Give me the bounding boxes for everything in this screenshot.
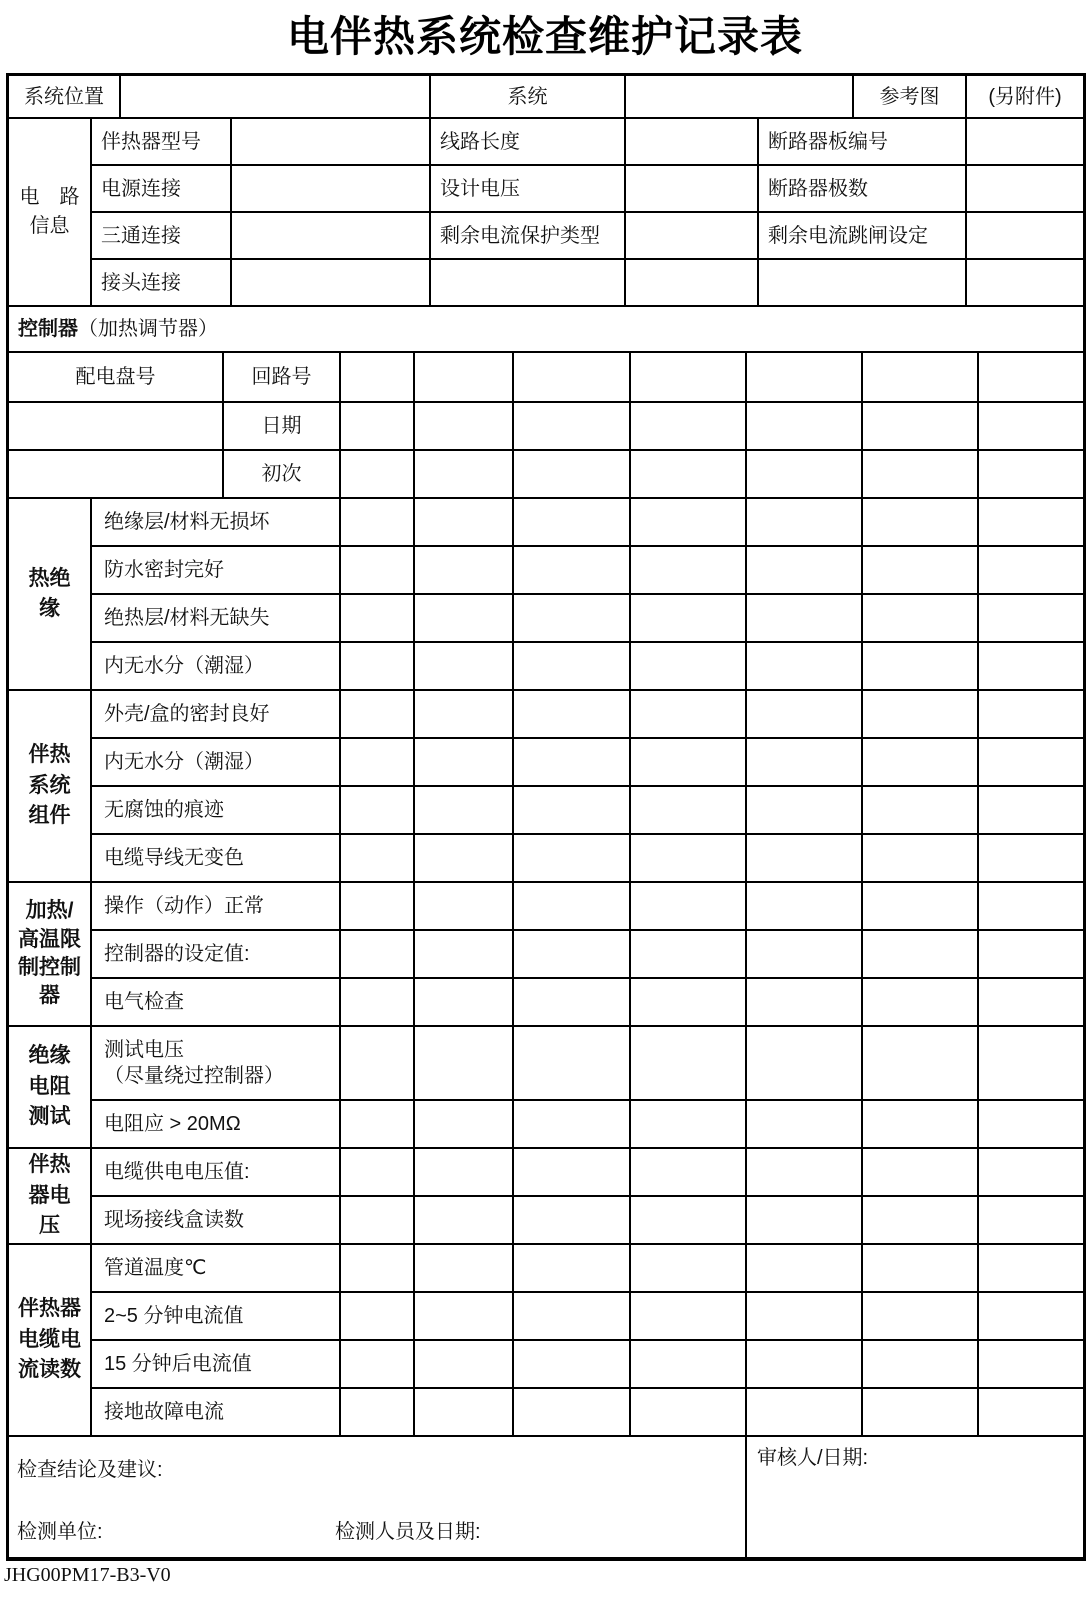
check-entry-cell (415, 1027, 514, 1101)
date-entry-cell (514, 403, 631, 451)
check-entry-cell (415, 1149, 514, 1197)
check-item-label: 现场接线盒读数 (92, 1197, 341, 1245)
date-entry-cell (341, 403, 415, 451)
check-entry-cell (514, 1197, 631, 1245)
header-row (9, 76, 1083, 119)
residual-current-type-entry-cell (626, 213, 759, 260)
limit-controller-section (9, 883, 1083, 1027)
check-entry-cell (341, 1149, 415, 1197)
controller-banner-row (9, 307, 1083, 353)
check-entry-cell (631, 931, 747, 979)
check-entry-cell (341, 979, 415, 1027)
check-entry-cell (979, 595, 1083, 643)
check-item-label: 操作（动作）正常 (92, 883, 341, 931)
check-entry-cell (631, 883, 747, 931)
check-entry-cell (979, 1197, 1083, 1245)
joint-connection-entry-cell (232, 260, 431, 307)
check-entry-cell (747, 931, 863, 979)
check-entry-cell (747, 1389, 863, 1437)
check-entry-cell (747, 595, 863, 643)
check-entry-cell (631, 979, 747, 1027)
initial-entry-cell (341, 451, 415, 499)
date-entry-cell (631, 403, 747, 451)
check-entry-cell (514, 787, 631, 835)
check-entry-cell (631, 691, 747, 739)
check-entry-cell (514, 643, 631, 691)
check-entry-cell (631, 499, 747, 547)
check-entry-cell (415, 547, 514, 595)
check-entry-cell (863, 883, 979, 931)
conclusion-cell (9, 1437, 747, 1557)
check-entry-cell (631, 1149, 747, 1197)
check-entry-cell (514, 547, 631, 595)
empty-entry-cell (626, 260, 759, 307)
design-voltage-label: 设计电压 (431, 166, 626, 213)
system-components-section-label: 伴热 系统 组件 (9, 691, 92, 883)
check-entry-cell (979, 1341, 1083, 1389)
check-entry-cell (341, 643, 415, 691)
power-connection-entry-cell (232, 166, 431, 213)
panel-no-label: 配电盘号 (9, 353, 224, 403)
empty-label-cell (759, 260, 967, 307)
check-entry-cell (747, 835, 863, 883)
check-entry-cell (863, 979, 979, 1027)
date-entry-cell (863, 403, 979, 451)
check-entry-cell (341, 1293, 415, 1341)
system-location-label: 系统位置 (9, 76, 121, 119)
check-entry-cell (863, 787, 979, 835)
breaker-poles-label: 断路器极数 (759, 166, 967, 213)
check-entry-cell (747, 1245, 863, 1293)
check-item-label: 2~5 分钟电流值 (92, 1293, 341, 1341)
initial-entry-cell (631, 451, 747, 499)
check-entry-cell (863, 1101, 979, 1149)
check-entry-cell (863, 739, 979, 787)
check-entry-cell (514, 499, 631, 547)
check-entry-cell (341, 1027, 415, 1101)
residual-current-trip-entry-cell (967, 213, 1083, 260)
reference-drawing-label: 参考图 (854, 76, 967, 119)
check-entry-cell (747, 1149, 863, 1197)
breaker-panel-no-entry-cell (967, 119, 1083, 166)
loop-entry-cell (863, 353, 979, 403)
check-entry-cell (631, 1027, 747, 1101)
check-item-label: 电缆供电电压值: (92, 1149, 341, 1197)
check-entry-cell (631, 739, 747, 787)
check-entry-cell (514, 1245, 631, 1293)
initial-entry-cell (979, 451, 1083, 499)
page-title: 电伴热系统检查维护记录表 (286, 13, 803, 60)
check-entry-cell (514, 1027, 631, 1101)
check-entry-cell (341, 883, 415, 931)
record-table (6, 73, 1086, 1561)
check-entry-cell (415, 1101, 514, 1149)
panel-empty-cell (9, 451, 224, 499)
loop-entry-cell (631, 353, 747, 403)
check-entry-cell (863, 691, 979, 739)
check-entry-cell (979, 1101, 1083, 1149)
check-entry-cell (863, 835, 979, 883)
check-item-label: 绝热层/材料无缺失 (92, 595, 341, 643)
check-entry-cell (631, 1389, 747, 1437)
check-entry-cell (979, 1149, 1083, 1197)
empty-label-cell (431, 260, 626, 307)
check-entry-cell (863, 1245, 979, 1293)
check-entry-cell (514, 1389, 631, 1437)
joint-connection-label: 接头连接 (92, 260, 232, 307)
thermal-insulation-section-label: 热绝 缘 (9, 499, 92, 691)
check-entry-cell (341, 787, 415, 835)
tee-connection-entry-cell (232, 213, 431, 260)
check-entry-cell (514, 979, 631, 1027)
check-entry-cell (415, 787, 514, 835)
date-entry-cell (747, 403, 863, 451)
date-entry-cell (415, 403, 514, 451)
check-entry-cell (341, 595, 415, 643)
check-entry-cell (514, 739, 631, 787)
check-entry-cell (863, 1197, 979, 1245)
check-entry-cell (979, 1027, 1083, 1101)
check-entry-cell (979, 1389, 1083, 1437)
heater-model-entry-cell (232, 119, 431, 166)
inspector-date-label: 检测人员及日期: (335, 1521, 481, 1543)
conclusion-block (9, 1437, 1083, 1557)
check-entry-cell (863, 1149, 979, 1197)
check-item-label: 接地故障电流 (92, 1389, 341, 1437)
check-entry-cell (341, 835, 415, 883)
check-item-label: 外壳/盒的密封良好 (92, 691, 341, 739)
power-connection-label: 电源连接 (92, 166, 232, 213)
current-readings-section-label: 伴热器 电缆电 流读数 (9, 1245, 92, 1437)
loop-entry-cell (514, 353, 631, 403)
design-voltage-entry-cell (626, 166, 759, 213)
check-entry-cell (514, 1341, 631, 1389)
check-item-label: 内无水分（潮湿） (92, 643, 341, 691)
check-entry-cell (514, 883, 631, 931)
check-entry-cell (863, 595, 979, 643)
check-entry-cell (631, 595, 747, 643)
check-entry-cell (979, 739, 1083, 787)
panel-empty-cell (9, 403, 224, 451)
check-entry-cell (979, 883, 1083, 931)
check-entry-cell (514, 595, 631, 643)
check-entry-cell (979, 547, 1083, 595)
check-entry-cell (747, 691, 863, 739)
check-entry-cell (514, 1293, 631, 1341)
reviewer-date-label: 审核人/日期: (757, 1447, 869, 1469)
check-entry-cell (863, 643, 979, 691)
current-readings-section (9, 1245, 1083, 1437)
check-entry-cell (341, 1197, 415, 1245)
check-entry-cell (863, 1389, 979, 1437)
check-entry-cell (747, 979, 863, 1027)
controller-note: （加热调节器） (78, 318, 218, 340)
check-entry-cell (514, 1149, 631, 1197)
check-entry-cell (341, 1101, 415, 1149)
check-entry-cell (415, 1197, 514, 1245)
initial-label: 初次 (224, 451, 341, 499)
system-components-section (9, 691, 1083, 883)
loop-entry-cell (415, 353, 514, 403)
check-entry-cell (863, 1293, 979, 1341)
initial-entry-cell (863, 451, 979, 499)
system-entry-cell (626, 76, 854, 119)
check-entry-cell (747, 739, 863, 787)
check-entry-cell (863, 1027, 979, 1101)
check-item-label: 防水密封完好 (92, 547, 341, 595)
check-entry-cell (415, 595, 514, 643)
check-entry-cell (514, 835, 631, 883)
check-entry-cell (415, 1293, 514, 1341)
heater-model-label: 伴热器型号 (92, 119, 232, 166)
check-entry-cell (415, 739, 514, 787)
check-entry-cell (415, 1389, 514, 1437)
check-item-label: 电缆导线无变色 (92, 835, 341, 883)
check-entry-cell (631, 1341, 747, 1389)
check-entry-cell (979, 835, 1083, 883)
heater-voltage-section-label: 伴热 器电 压 (9, 1149, 92, 1245)
check-entry-cell (514, 1101, 631, 1149)
controller-banner (9, 307, 1083, 353)
check-entry-cell (514, 931, 631, 979)
line-length-label: 线路长度 (431, 119, 626, 166)
insulation-resistance-section-label: 绝缘 电阻 测试 (9, 1027, 92, 1149)
loop-entry-cell (979, 353, 1083, 403)
check-entry-cell (415, 643, 514, 691)
controller-label: 控制器 (18, 318, 78, 340)
heater-voltage-section (9, 1149, 1083, 1245)
check-entry-cell (341, 739, 415, 787)
circuit-info-section (9, 119, 1083, 307)
check-entry-cell (341, 1341, 415, 1389)
loop-entry-cell (341, 353, 415, 403)
reviewer-cell (747, 1437, 1083, 1557)
insulation-resistance-section (9, 1027, 1083, 1149)
check-entry-cell (415, 691, 514, 739)
check-entry-cell (747, 1197, 863, 1245)
check-entry-cell (863, 931, 979, 979)
check-entry-cell (747, 1341, 863, 1389)
check-entry-cell (863, 1341, 979, 1389)
attachment-note: (另附件) (967, 76, 1083, 119)
check-entry-cell (979, 931, 1083, 979)
check-entry-cell (341, 547, 415, 595)
check-entry-cell (747, 787, 863, 835)
initial-entry-cell (747, 451, 863, 499)
check-entry-cell (631, 1197, 747, 1245)
check-entry-cell (747, 1027, 863, 1101)
check-item-label: 15 分钟后电流值 (92, 1341, 341, 1389)
check-item-label: 控制器的设定值: (92, 931, 341, 979)
check-item-label: 内无水分（潮湿） (92, 739, 341, 787)
check-entry-cell (341, 1245, 415, 1293)
check-entry-cell (979, 787, 1083, 835)
check-entry-cell (863, 499, 979, 547)
check-item-label: 电阻应 > 20MΩ (92, 1101, 341, 1149)
check-entry-cell (747, 547, 863, 595)
check-entry-cell (415, 835, 514, 883)
check-entry-cell (415, 979, 514, 1027)
loop-entry-cell (747, 353, 863, 403)
panel-loop-grid (9, 353, 1083, 499)
document-code: JHG00PM17-B3-V0 (4, 1564, 171, 1586)
check-entry-cell (415, 931, 514, 979)
check-entry-cell (747, 1101, 863, 1149)
date-entry-cell (979, 403, 1083, 451)
date-label: 日期 (224, 403, 341, 451)
check-entry-cell (747, 499, 863, 547)
check-entry-cell (631, 787, 747, 835)
check-entry-cell (979, 691, 1083, 739)
check-entry-cell (863, 547, 979, 595)
residual-current-type-label: 剩余电流保护类型 (431, 213, 626, 260)
check-entry-cell (631, 643, 747, 691)
check-entry-cell (979, 643, 1083, 691)
conclusion-label: 检查结论及建议: (17, 1459, 163, 1481)
check-entry-cell (747, 1293, 863, 1341)
thermal-insulation-section (9, 499, 1083, 691)
inspection-unit-label: 检测单位: (17, 1521, 103, 1543)
empty-entry-cell (967, 260, 1083, 307)
check-entry-cell (514, 691, 631, 739)
line-length-entry-cell (626, 119, 759, 166)
residual-current-trip-label: 剩余电流跳闸设定 (759, 213, 967, 260)
system-label: 系统 (431, 76, 626, 119)
initial-entry-cell (415, 451, 514, 499)
check-entry-cell (979, 1245, 1083, 1293)
check-entry-cell (415, 1341, 514, 1389)
check-entry-cell (747, 883, 863, 931)
check-entry-cell (631, 1245, 747, 1293)
tee-connection-label: 三通连接 (92, 213, 232, 260)
check-entry-cell (415, 499, 514, 547)
initial-entry-cell (514, 451, 631, 499)
check-entry-cell (631, 1293, 747, 1341)
check-entry-cell (341, 499, 415, 547)
check-entry-cell (341, 691, 415, 739)
check-entry-cell (979, 499, 1083, 547)
check-item-label: 绝缘层/材料无损坏 (92, 499, 341, 547)
breaker-poles-entry-cell (967, 166, 1083, 213)
check-entry-cell (631, 1101, 747, 1149)
check-entry-cell (341, 1389, 415, 1437)
check-entry-cell (979, 1293, 1083, 1341)
breaker-panel-no-label: 断路器板编号 (759, 119, 967, 166)
check-item-label: 电气检查 (92, 979, 341, 1027)
check-entry-cell (979, 979, 1083, 1027)
check-item-label: 测试电压 （尽量绕过控制器） (92, 1027, 341, 1101)
circuit-info-section-label: 电 路 信息 (9, 119, 92, 307)
check-entry-cell (415, 883, 514, 931)
system-location-entry-cell (121, 76, 431, 119)
check-entry-cell (415, 1245, 514, 1293)
check-entry-cell (341, 931, 415, 979)
loop-no-label: 回路号 (224, 353, 341, 403)
limit-controller-section-label: 加热/ 高温限 制控制 器 (9, 883, 92, 1027)
check-item-label: 管道温度℃ (92, 1245, 341, 1293)
check-entry-cell (747, 643, 863, 691)
check-item-label: 无腐蚀的痕迹 (92, 787, 341, 835)
check-entry-cell (631, 547, 747, 595)
check-entry-cell (631, 835, 747, 883)
